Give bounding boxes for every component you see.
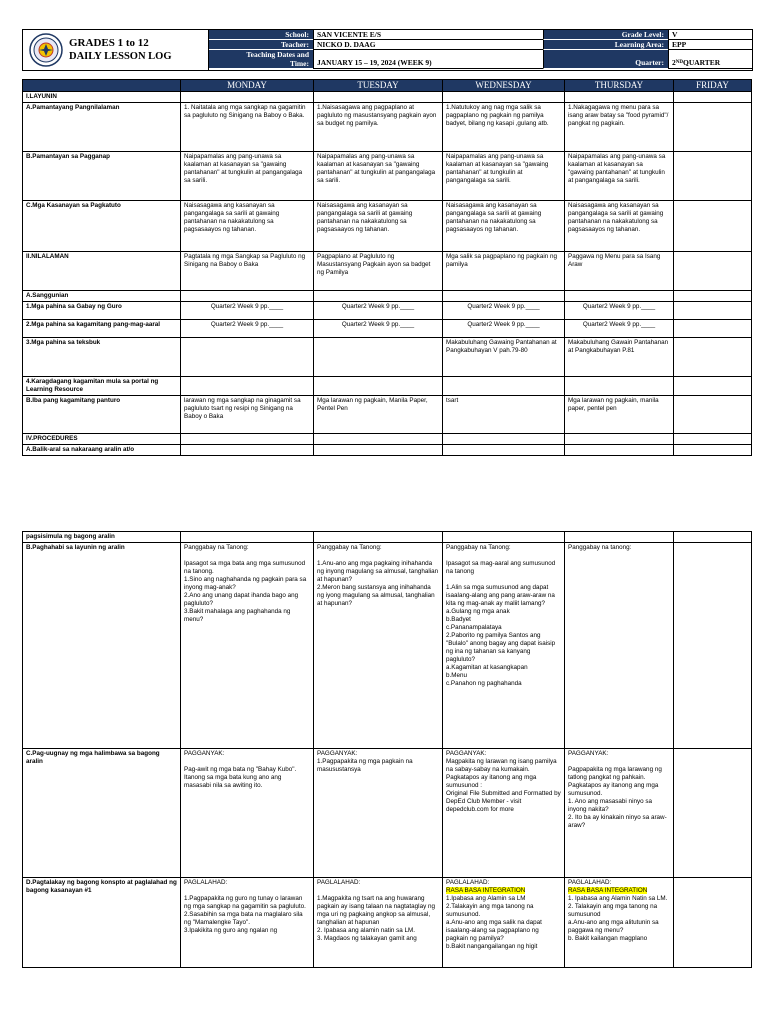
table-cell: PAGGANYAK: Pagpapakita ng mga larawang ng tatlong pangkat ng pahkain. Pagkatapos ay itanong ang mga sumusunod. 1. Ano ang masasabi ninyo sa inyong nakita? 2. Ito ba ay kinakain ninyo sa araw-araw?: [565, 749, 674, 878]
table-cell: [674, 434, 752, 445]
area-label: Learning Area:: [543, 40, 668, 50]
table-cell: [314, 532, 443, 543]
table-cell: PAGLALAHAD: RASA BASA INTEGRATION 1. Ipabasa ang Alamin Natin sa LM. 2. Talakayin ang mga tanong na sumusunod a.Anu-ano ang mga alitutunin sa paggawa ng menu? b. Bakit kailangan magplano: [565, 878, 674, 968]
table-cell: Naisasagawa ang kasanayan sa pangangalaga sa sarili at gawaing pantahanan na nakakatulong sa pagsasaayos ng tahanan.: [443, 201, 565, 252]
table-cell: [181, 434, 314, 445]
row-label: I.LAYUNIN: [23, 92, 181, 103]
row-label: pagsisimula ng bagong aralin: [23, 532, 181, 543]
table-cell: Pagtatala ng mga Sangkap sa Pagluluto ng Sinigang na Baboy o Baka: [181, 252, 314, 291]
day-header-thursday: THURSDAY: [565, 80, 674, 92]
table-cell: Quarter2 Week 9 pp.____: [565, 320, 674, 338]
table-row: [23, 302, 752, 320]
table-cell: [565, 445, 674, 456]
row-label: A.Balik-aral sa nakaraang aralin at/o: [23, 445, 181, 456]
row-label: B.Iba pang kagamitang panturo: [23, 396, 181, 434]
table-row: [23, 543, 752, 749]
table-cell: Makabuluhang Gawaing Pantahanan at Pangkabuhayan V pah.79-80: [443, 338, 565, 377]
table-cell: [565, 291, 674, 302]
table-cell: [674, 377, 752, 396]
table-cell: Quarter2 Week 9 pp.____: [443, 302, 565, 320]
table-row: [23, 532, 752, 543]
table-cell: Paggawa ng Menu para sa Isang Araw: [565, 252, 674, 291]
row-label: IV.PROCEDURES: [23, 434, 181, 445]
highlight-tag: RASA BASA INTEGRATION: [568, 887, 648, 894]
table-row: [23, 396, 752, 434]
table-cell: [674, 201, 752, 252]
table-row: [23, 878, 752, 968]
table-row: [23, 291, 752, 302]
table-row: [23, 338, 752, 377]
day-header-friday: FRIDAY: [674, 80, 752, 92]
row-label: C.Pag-uugnay ng mga halimbawa sa bagong aralin: [23, 749, 181, 878]
corner-header: [23, 80, 181, 92]
dates-label: Teaching Dates and Time:: [209, 50, 313, 69]
school-value: SAN VICENTE E/S: [313, 30, 543, 40]
table-cell: Panggabay na Tanong: Ipasagot sa mga bata ang mga sumusunod na tanong. 1.Sino ang naghahanda ng pagkain para sa inyong mag-anak? 2.Ano ang unang dapat ihanda bago ang pagluluto? 3.Bakit mahalaga ang paghahanda ng menu?: [181, 543, 314, 749]
row-label: A.Sanggunian: [23, 291, 181, 302]
table-cell: Naipapamalas ang pang-unawa sa kaalaman at kasanayan sa "gawaing pantahanan" at tungkulin at pangangalaga sa sarili.: [565, 152, 674, 201]
table-cell: Quarter2 Week 9 pp.____: [314, 320, 443, 338]
table-cell: [443, 434, 565, 445]
teacher-value: NICKO D. DAAG: [313, 40, 543, 50]
row-label: 3.Mga pahina sa teksbuk: [23, 338, 181, 377]
table-cell: Naipapamalas ang pang-unawa sa kaalaman at kasanayan sa "gawaing pantahanan" at tungkulin at pangangalaga sa sarili.: [181, 152, 314, 201]
table-cell: [443, 92, 565, 103]
lesson-log-table-page1: [22, 79, 752, 456]
table-cell: [314, 445, 443, 456]
table-row: [23, 92, 752, 103]
row-label: 4.Karagdagang kagamitan mula sa portal ng Learning Resource: [23, 377, 181, 396]
table-cell: 1.Natutukoy ang nag mga salik sa pagpaplano ng pagkain ng pamilya badyet, bilang ng kasapi ,gulang atb.: [443, 103, 565, 152]
row-label: A.Pamantayang Pangnilalaman: [23, 103, 181, 152]
table-cell: Mga larawan ng pagkain, Manila Paper, Pentel Pen: [314, 396, 443, 434]
table-cell: PAGLALAHAD: 1.Pagpapakita ng guro ng tunay o larawan ng mga sangkap na gagamitin sa pagluluto. 2.Sasabihin sa mga bata na maglalaro sila ng "Mamalengke Tayo". 3.Ipakikita ng guro ang ngalan ng: [181, 878, 314, 968]
table-cell: Pagpaplano at Pagluluto ng Masustansyang Pagkain ayon sa badget ng Pamilya: [314, 252, 443, 291]
table-cell: Naipapamalas ang pang-unawa sa kaalaman at kasanayan sa "gawaing pantahanan" at tungkulin at pangangalaga sa sarili.: [314, 152, 443, 201]
day-header-monday: MONDAY: [181, 80, 314, 92]
table-row: [23, 749, 752, 878]
brand: [23, 30, 209, 70]
table-row: [23, 152, 752, 201]
day-header-row: [23, 80, 752, 92]
table-cell: Naisasagawa ang kasanayan sa pangangalaga sa sarili at gawaing pantahanan na nakakatulong sa pagsasaayos ng tahanan.: [314, 201, 443, 252]
table-row: [23, 103, 752, 152]
school-label: School:: [209, 30, 313, 40]
table-cell: [565, 532, 674, 543]
table-cell: Panggabay na Tanong: Ipasagot sa mag-aaral ang sumusunod na tanong 1.Alin sa mga sumusunod ang dapat isaalang-alang ang pang araw-araw na kita ng mag-anak ay maliit lamang? a.Gulang ng mga anak b.Badyet c.Pananampalataya 2.Paborito ng pamilya Santos ang "Bulalo" anong bagay ang dapat isaisip ng ina ng tahanan sa kanyang pagluluto? a.Kagamitan at kasangkapan b.Menu c.Panahon ng paghahanda: [443, 543, 565, 749]
table-row: [23, 320, 752, 338]
table-cell: [314, 338, 443, 377]
quarter-value: 2 ND QUARTER: [668, 50, 752, 69]
table-cell: [674, 543, 752, 749]
table-cell: [565, 92, 674, 103]
table-cell: [314, 434, 443, 445]
table-cell: [314, 377, 443, 396]
lesson-log-table-page2: [22, 531, 752, 968]
table-cell: Quarter2 Week 9 pp.____: [314, 302, 443, 320]
form-title-dll: DAILY LESSON LOG: [69, 51, 172, 62]
day-header-wednesday: WEDNESDAY: [443, 80, 565, 92]
table-cell: Panggabay na Tanong: 1.Anu-ano ang mga pagkaing inihahanda ng inyong magulang sa almusal, tanghalian at hapunan? 2.Meron bang sustansya ang inihahanda ng iyong magulang sa almusal, tanghalian at hapunan?: [314, 543, 443, 749]
table-cell: [443, 532, 565, 543]
table-cell: [674, 532, 752, 543]
table-cell: [565, 434, 674, 445]
table-row: [23, 445, 752, 456]
table-cell: Panggabay na tanong:: [565, 543, 674, 749]
table-cell: [314, 92, 443, 103]
table-cell: [674, 291, 752, 302]
row-label: 1.Mga pahina sa Gabay ng Guro: [23, 302, 181, 320]
table-cell: Naipapamalas ang pang-unawa sa kaalaman at kasanayan sa "gawaing pantahanan" at tungkulin at pangangalaga sa sarili.: [443, 152, 565, 201]
table-cell: [674, 878, 752, 968]
row-label: II.NILALAMAN: [23, 252, 181, 291]
dates-value: JANUARY 15 – 19, 2024 (WEEK 9): [313, 50, 543, 69]
table-cell: PAGLALAHAD: RASA BASA INTEGRATION 1.Ipabasa ang Alamin sa LM 2.Talakayin ang mga tanong na sumusunod. a.Anu-ano ang mga salik na dapat isaalang-alang sa pagpaplano ng pagkain ng pamilya? b.Bakit nangangailangan ng higit: [443, 878, 565, 968]
table-cell: [181, 92, 314, 103]
table-cell: Quarter2 Week 9 pp.____: [181, 302, 314, 320]
table-cell: PAGLALAHAD: 1.Magpakita ng tsart na ang huwarang pagkain ay isang talaan na nagtataglay ng mga uri ng pagkaing angkop sa almusal, tanghalian at hapunan 2. Ipabasa ang alamin natin sa LM. 3. Magdaos ng talakayan gamit ang: [314, 878, 443, 968]
row-label: 2.Mga pahina sa kagamitang pang-mag-aaral: [23, 320, 181, 338]
table-cell: larawan ng mga sangkap na ginagamit sa pagluluto tsart ng resipi ng Sinigang na Baboy o Baka: [181, 396, 314, 434]
table-cell: [674, 252, 752, 291]
table-cell: [674, 302, 752, 320]
table-row: [23, 377, 752, 396]
form-title-grades: GRADES 1 to 12: [69, 37, 149, 49]
area-value: EPP: [668, 40, 752, 50]
day-header-tuesday: TUESDAY: [314, 80, 443, 92]
row-label: D.Pagtalakay ng bagong konspto at paglalahad ng bagong kasanayan #1: [23, 878, 181, 968]
table-cell: 1.Naisasagawa ang pagpaplano at pagluluto ng masustansyang pagkain ayon sa budget ng pamilya.: [314, 103, 443, 152]
table-cell: Makabuluhang Gawain Pantahanan at Pangkabuhayan P.81: [565, 338, 674, 377]
table-cell: [674, 396, 752, 434]
table-cell: Naisasagawa ang kasanayan sa pangangalaga sa sarili at gawaing pantahanan na nakakatulong sa pagsasaayos ng tahanan.: [181, 201, 314, 252]
table-row: [23, 252, 752, 291]
table-cell: [674, 445, 752, 456]
table-cell: [443, 377, 565, 396]
grade-value: V: [668, 30, 752, 40]
grade-label: Grade Level:: [543, 30, 668, 40]
table-cell: PAGGANYAK: Magpakita ng larawan ng isang pamilya na sabay-sabay na kumakain. Pagkatapos ay itanong ang mga sumusunod : Original File Submitted and Formatted by DepEd Club Member - visit depedclub.com for more: [443, 749, 565, 878]
table-cell: Quarter2 Week 9 pp.____: [565, 302, 674, 320]
table-cell: 1.Nakagagawa ng menu para sa isang araw batay sa "food pyramid"/ pangkat ng pagkain.: [565, 103, 674, 152]
table-cell: tsart: [443, 396, 565, 434]
row-label: C.Mga Kasanayan sa Pagkatuto: [23, 201, 181, 252]
table-cell: Mga salik sa pagpaplano ng pagkain ng pamilya: [443, 252, 565, 291]
table-row: [23, 201, 752, 252]
quarter-label: Quarter:: [543, 50, 668, 69]
table-cell: [674, 749, 752, 878]
table-cell: [674, 103, 752, 152]
row-label: B.Paghahabi sa layunin ng aralin: [23, 543, 181, 749]
table-cell: Naisasagawa ang kasanayan sa pangangalaga sa sarili at gawaing pantahanan na nakakatulong sa pagsasaayos ng tahanan.: [565, 201, 674, 252]
table-cell: [181, 291, 314, 302]
table-cell: 1. Naitatala ang mga sangkap na gagamitin sa pagluluto ng Sinigang na Baboy o Baka.: [181, 103, 314, 152]
table-cell: Mga larawan ng pagkain, manila paper, pentel pen: [565, 396, 674, 434]
table-cell: PAGGANYAK: Pag-awit ng mga bata ng "Bahay Kubo". Itanong sa mga bata kung ano ang masasabi nila sa awiting ito.: [181, 749, 314, 878]
table-cell: [674, 92, 752, 103]
header-fields: [209, 30, 752, 70]
table-cell: Quarter2 Week 9 pp.____: [181, 320, 314, 338]
table-cell: [443, 291, 565, 302]
table-cell: [181, 445, 314, 456]
table-cell: [314, 291, 443, 302]
deped-seal-icon: [29, 33, 63, 67]
table-cell: [181, 377, 314, 396]
table-cell: PAGGANYAK: 1.Pagpapakita ng mga pagkain na masusustansya: [314, 749, 443, 878]
table-cell: Quarter2 Week 9 pp.____: [443, 320, 565, 338]
header-block: [22, 29, 753, 71]
table-cell: [181, 338, 314, 377]
table-cell: [674, 152, 752, 201]
table-cell: [565, 377, 674, 396]
table-row: [23, 434, 752, 445]
table-cell: [674, 320, 752, 338]
teacher-label: Teacher:: [209, 40, 313, 50]
table-cell: [674, 338, 752, 377]
highlight-tag: RASA BASA INTEGRATION: [446, 887, 526, 894]
table-cell: [443, 445, 565, 456]
table-cell: [181, 532, 314, 543]
row-label: B.Pamantayan sa Pagganap: [23, 152, 181, 201]
